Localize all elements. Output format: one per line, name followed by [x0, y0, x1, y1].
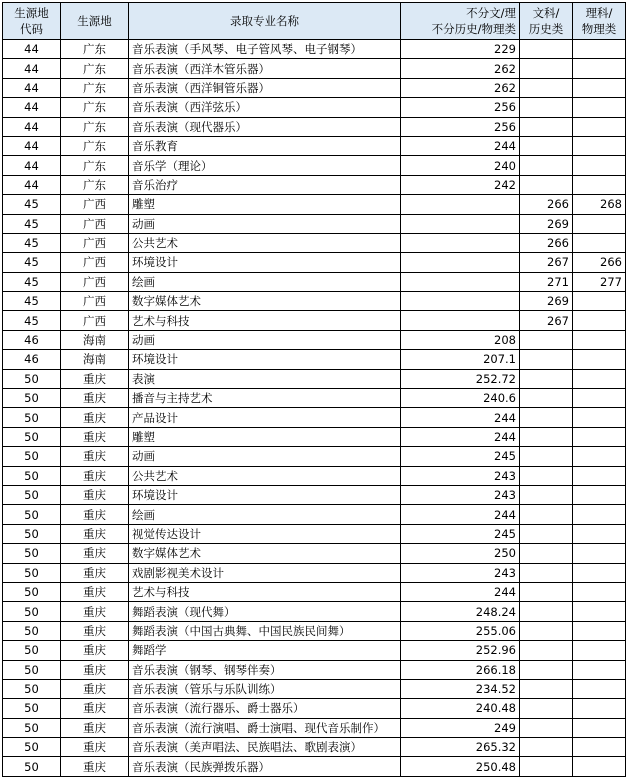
table-row [3, 40, 626, 59]
cell-science-score [573, 59, 626, 78]
cell-origin-code: 50 [3, 582, 61, 601]
cell-origin-place: 广西 [61, 292, 129, 311]
cell-origin-code: 50 [3, 718, 61, 737]
cell-major-name: 音乐表演（现代器乐） [129, 117, 401, 136]
cell-major-name: 环境设计 [129, 350, 401, 369]
cell-no-split-score [401, 195, 520, 214]
table-row [3, 505, 626, 524]
cell-science-score [573, 582, 626, 601]
cell-no-split-score: 266.18 [401, 660, 520, 679]
cell-arts-score [520, 350, 573, 369]
cell-arts-score [520, 117, 573, 136]
cell-no-split-score: 240.6 [401, 389, 520, 408]
table-row [3, 621, 626, 640]
cell-major-name: 绘画 [129, 272, 401, 291]
cell-arts-score [520, 718, 573, 737]
cell-origin-code: 46 [3, 330, 61, 349]
cell-no-split-score [401, 214, 520, 233]
cell-origin-place: 广东 [61, 78, 129, 97]
cell-origin-place: 重庆 [61, 641, 129, 660]
cell-major-name: 音乐教育 [129, 136, 401, 155]
cell-arts-score [520, 78, 573, 97]
cell-arts-score [520, 505, 573, 524]
cell-arts-score [520, 660, 573, 679]
cell-science-score [573, 40, 626, 59]
admission-scores-table-container [2, 2, 626, 777]
cell-science-score [573, 136, 626, 155]
cell-major-name: 音乐表演（西洋铜管乐器） [129, 78, 401, 97]
cell-major-name: 环境设计 [129, 253, 401, 272]
cell-no-split-score: 240 [401, 156, 520, 175]
cell-major-name: 环境设计 [129, 485, 401, 504]
cell-science-score: 266 [573, 253, 626, 272]
cell-origin-place: 重庆 [61, 718, 129, 737]
cell-arts-score [520, 466, 573, 485]
cell-arts-score [520, 679, 573, 698]
table-header [3, 3, 626, 40]
cell-arts-score: 271 [520, 272, 573, 291]
header-major-name-label: 录取专业名称 [230, 14, 299, 28]
cell-arts-score [520, 330, 573, 349]
cell-no-split-score: 242 [401, 175, 520, 194]
cell-no-split-score: 243 [401, 485, 520, 504]
table-row [3, 466, 626, 485]
header-origin-code [3, 3, 61, 40]
cell-origin-code: 50 [3, 602, 61, 621]
cell-origin-code: 50 [3, 447, 61, 466]
cell-major-name: 音乐表演（管乐与乐队训练） [129, 679, 401, 698]
cell-major-name: 艺术与科技 [129, 582, 401, 601]
cell-origin-place: 广西 [61, 272, 129, 291]
cell-major-name: 公共艺术 [129, 233, 401, 252]
cell-arts-score [520, 524, 573, 543]
table-row [3, 272, 626, 291]
cell-arts-score: 269 [520, 292, 573, 311]
cell-major-name: 动画 [129, 330, 401, 349]
cell-science-score [573, 175, 626, 194]
cell-no-split-score: 252.96 [401, 641, 520, 660]
cell-science-score [573, 505, 626, 524]
cell-arts-score: 266 [520, 195, 573, 214]
cell-origin-code: 50 [3, 369, 61, 388]
header-science-score [573, 3, 626, 40]
cell-arts-score [520, 427, 573, 446]
table-row [3, 408, 626, 427]
cell-major-name: 雕塑 [129, 427, 401, 446]
cell-major-name: 绘画 [129, 505, 401, 524]
cell-science-score: 277 [573, 272, 626, 291]
cell-no-split-score: 262 [401, 59, 520, 78]
cell-origin-code: 45 [3, 214, 61, 233]
cell-no-split-score: 265.32 [401, 738, 520, 757]
header-major-name [129, 3, 401, 40]
cell-major-name: 音乐学（理论） [129, 156, 401, 175]
header-arts-score [520, 3, 573, 40]
header-origin-place-label: 生源地 [77, 14, 112, 28]
table-row [3, 59, 626, 78]
cell-arts-score [520, 641, 573, 660]
cell-arts-score: 269 [520, 214, 573, 233]
cell-no-split-score: 248.24 [401, 602, 520, 621]
cell-no-split-score: 262 [401, 78, 520, 97]
cell-origin-code: 50 [3, 544, 61, 563]
cell-origin-code: 50 [3, 699, 61, 718]
cell-major-name: 艺术与科技 [129, 311, 401, 330]
cell-origin-code: 50 [3, 524, 61, 543]
cell-science-score [573, 156, 626, 175]
cell-major-name: 数字媒体艺术 [129, 292, 401, 311]
table-row [3, 679, 626, 698]
table-row [3, 563, 626, 582]
cell-origin-place: 海南 [61, 330, 129, 349]
cell-origin-code: 50 [3, 621, 61, 640]
table-row [3, 544, 626, 563]
header-origin-code-line2: 代码 [20, 22, 43, 36]
cell-origin-code: 50 [3, 466, 61, 485]
cell-science-score [573, 602, 626, 621]
table-row [3, 738, 626, 757]
cell-science-score [573, 330, 626, 349]
table-row [3, 136, 626, 155]
cell-origin-place: 重庆 [61, 563, 129, 582]
cell-no-split-score: 240.48 [401, 699, 520, 718]
cell-major-name: 产品设计 [129, 408, 401, 427]
header-arts-line1: 文科/ [532, 6, 560, 20]
cell-science-score [573, 485, 626, 504]
table-row [3, 117, 626, 136]
cell-origin-place: 广东 [61, 59, 129, 78]
cell-origin-code: 50 [3, 738, 61, 757]
cell-major-name: 数字媒体艺术 [129, 544, 401, 563]
table-row [3, 233, 626, 252]
table-row [3, 98, 626, 117]
cell-no-split-score: 245 [401, 447, 520, 466]
cell-origin-code: 44 [3, 40, 61, 59]
cell-no-split-score: 256 [401, 117, 520, 136]
cell-origin-code: 50 [3, 505, 61, 524]
cell-origin-place: 重庆 [61, 757, 129, 776]
cell-origin-place: 重庆 [61, 389, 129, 408]
cell-origin-code: 44 [3, 175, 61, 194]
cell-origin-place: 广东 [61, 40, 129, 59]
cell-major-name: 舞蹈表演（中国古典舞、中国民族民间舞） [129, 621, 401, 640]
cell-origin-code: 50 [3, 485, 61, 504]
table-row [3, 389, 626, 408]
cell-origin-place: 重庆 [61, 602, 129, 621]
cell-origin-place: 广西 [61, 253, 129, 272]
cell-origin-code: 45 [3, 272, 61, 291]
cell-major-name: 音乐治疗 [129, 175, 401, 194]
cell-science-score [573, 369, 626, 388]
cell-arts-score [520, 40, 573, 59]
cell-arts-score [520, 369, 573, 388]
cell-origin-code: 50 [3, 427, 61, 446]
cell-origin-code: 50 [3, 389, 61, 408]
cell-science-score [573, 466, 626, 485]
cell-arts-score: 267 [520, 253, 573, 272]
cell-science-score [573, 660, 626, 679]
cell-origin-place: 广西 [61, 214, 129, 233]
cell-arts-score [520, 447, 573, 466]
table-row [3, 699, 626, 718]
cell-origin-code: 45 [3, 311, 61, 330]
cell-major-name: 音乐表演（钢琴、钢琴伴奏） [129, 660, 401, 679]
cell-origin-place: 重庆 [61, 660, 129, 679]
cell-no-split-score: 250 [401, 544, 520, 563]
cell-major-name: 音乐表演（西洋木管乐器） [129, 59, 401, 78]
cell-origin-place: 广西 [61, 233, 129, 252]
header-no-split-line1: 不分文/理 [466, 6, 516, 20]
cell-no-split-score: 249 [401, 718, 520, 737]
table-body [3, 40, 626, 777]
cell-origin-place: 重庆 [61, 427, 129, 446]
cell-major-name: 舞蹈学 [129, 641, 401, 660]
cell-arts-score [520, 738, 573, 757]
cell-no-split-score: 234.52 [401, 679, 520, 698]
table-row [3, 195, 626, 214]
cell-major-name: 音乐表演（流行器乐、爵士器乐） [129, 699, 401, 718]
cell-no-split-score: 252.72 [401, 369, 520, 388]
cell-origin-place: 广西 [61, 311, 129, 330]
cell-science-score [573, 350, 626, 369]
cell-origin-place: 重庆 [61, 544, 129, 563]
cell-major-name: 视觉传达设计 [129, 524, 401, 543]
cell-arts-score [520, 136, 573, 155]
cell-major-name: 舞蹈表演（现代舞） [129, 602, 401, 621]
cell-science-score [573, 544, 626, 563]
header-origin-place [61, 3, 129, 40]
cell-science-score [573, 292, 626, 311]
cell-origin-code: 44 [3, 156, 61, 175]
table-row [3, 757, 626, 776]
table-row [3, 156, 626, 175]
cell-no-split-score: 244 [401, 408, 520, 427]
cell-origin-place: 广西 [61, 195, 129, 214]
cell-major-name: 音乐表演（西洋弦乐） [129, 98, 401, 117]
header-origin-code-line1: 生源地 [14, 6, 49, 20]
cell-science-score [573, 524, 626, 543]
header-arts-line2: 历史类 [528, 22, 564, 36]
table-row [3, 602, 626, 621]
cell-science-score [573, 563, 626, 582]
cell-origin-place: 重庆 [61, 447, 129, 466]
cell-arts-score: 267 [520, 311, 573, 330]
cell-origin-place: 广东 [61, 136, 129, 155]
table-row [3, 214, 626, 233]
cell-major-name: 戏剧影视美术设计 [129, 563, 401, 582]
cell-origin-place: 重庆 [61, 582, 129, 601]
cell-origin-code: 44 [3, 98, 61, 117]
cell-major-name: 音乐表演（民族弹拨乐器） [129, 757, 401, 776]
cell-origin-place: 重庆 [61, 524, 129, 543]
cell-no-split-score: 243 [401, 563, 520, 582]
cell-no-split-score: 245 [401, 524, 520, 543]
cell-science-score [573, 311, 626, 330]
header-science-line2: 物理类 [581, 22, 617, 36]
cell-origin-place: 广东 [61, 98, 129, 117]
cell-major-name: 动画 [129, 447, 401, 466]
cell-science-score [573, 718, 626, 737]
cell-science-score [573, 738, 626, 757]
cell-origin-place: 重庆 [61, 505, 129, 524]
cell-science-score [573, 757, 626, 776]
cell-major-name: 音乐表演（流行演唱、爵士演唱、现代音乐制作） [129, 718, 401, 737]
cell-no-split-score: 255.06 [401, 621, 520, 640]
cell-no-split-score [401, 233, 520, 252]
cell-no-split-score: 244 [401, 136, 520, 155]
cell-arts-score [520, 175, 573, 194]
cell-origin-place: 重庆 [61, 369, 129, 388]
cell-no-split-score: 243 [401, 466, 520, 485]
cell-arts-score [520, 59, 573, 78]
cell-major-name: 公共艺术 [129, 466, 401, 485]
cell-science-score [573, 214, 626, 233]
cell-no-split-score: 244 [401, 582, 520, 601]
cell-science-score [573, 427, 626, 446]
cell-origin-code: 45 [3, 195, 61, 214]
header-no-split-line2: 不分历史/物理类 [431, 22, 516, 36]
table-row [3, 485, 626, 504]
cell-origin-place: 广东 [61, 175, 129, 194]
table-row [3, 350, 626, 369]
cell-no-split-score: 244 [401, 505, 520, 524]
cell-science-score [573, 98, 626, 117]
cell-science-score [573, 117, 626, 136]
cell-arts-score [520, 408, 573, 427]
table-row [3, 582, 626, 601]
cell-major-name: 播音与主持艺术 [129, 389, 401, 408]
header-row [3, 3, 626, 40]
cell-origin-place: 重庆 [61, 621, 129, 640]
cell-arts-score: 266 [520, 233, 573, 252]
table-row [3, 330, 626, 349]
cell-origin-code: 46 [3, 350, 61, 369]
cell-no-split-score [401, 311, 520, 330]
cell-arts-score [520, 485, 573, 504]
table-row [3, 447, 626, 466]
cell-origin-place: 广东 [61, 117, 129, 136]
table-row [3, 718, 626, 737]
cell-origin-code: 50 [3, 679, 61, 698]
cell-major-name: 音乐表演（手风琴、电子管风琴、电子钢琴） [129, 40, 401, 59]
cell-origin-code: 45 [3, 233, 61, 252]
cell-origin-code: 44 [3, 78, 61, 97]
header-science-line1: 理科/ [585, 6, 613, 20]
cell-origin-place: 广东 [61, 156, 129, 175]
table-row [3, 292, 626, 311]
cell-arts-score [520, 757, 573, 776]
cell-arts-score [520, 156, 573, 175]
cell-science-score [573, 408, 626, 427]
cell-origin-code: 44 [3, 117, 61, 136]
cell-arts-score [520, 602, 573, 621]
cell-science-score [573, 78, 626, 97]
cell-no-split-score [401, 272, 520, 291]
cell-origin-code: 50 [3, 563, 61, 582]
cell-major-name: 表演 [129, 369, 401, 388]
cell-origin-place: 重庆 [61, 466, 129, 485]
cell-origin-code: 44 [3, 59, 61, 78]
table-row [3, 524, 626, 543]
cell-arts-score [520, 621, 573, 640]
admission-scores-table [2, 2, 626, 777]
cell-origin-place: 重庆 [61, 699, 129, 718]
cell-origin-code: 50 [3, 660, 61, 679]
cell-origin-code: 45 [3, 292, 61, 311]
cell-no-split-score [401, 292, 520, 311]
cell-science-score: 268 [573, 195, 626, 214]
cell-arts-score [520, 582, 573, 601]
cell-science-score [573, 621, 626, 640]
table-row [3, 427, 626, 446]
cell-major-name: 雕塑 [129, 195, 401, 214]
cell-origin-code: 44 [3, 136, 61, 155]
cell-no-split-score: 208 [401, 330, 520, 349]
table-row [3, 253, 626, 272]
cell-arts-score [520, 563, 573, 582]
header-no-split-score [401, 3, 520, 40]
cell-arts-score [520, 389, 573, 408]
cell-no-split-score: 250.48 [401, 757, 520, 776]
cell-major-name: 音乐表演（美声唱法、民族唱法、歌剧表演） [129, 738, 401, 757]
cell-origin-code: 50 [3, 757, 61, 776]
cell-science-score [573, 679, 626, 698]
table-row [3, 175, 626, 194]
cell-no-split-score: 256 [401, 98, 520, 117]
cell-origin-place: 重庆 [61, 679, 129, 698]
cell-science-score [573, 641, 626, 660]
cell-arts-score [520, 544, 573, 563]
cell-origin-place: 海南 [61, 350, 129, 369]
table-row [3, 660, 626, 679]
cell-origin-place: 重庆 [61, 485, 129, 504]
cell-science-score [573, 389, 626, 408]
table-row [3, 369, 626, 388]
cell-no-split-score: 229 [401, 40, 520, 59]
cell-no-split-score: 244 [401, 427, 520, 446]
cell-arts-score [520, 699, 573, 718]
table-row [3, 78, 626, 97]
cell-origin-place: 重庆 [61, 738, 129, 757]
cell-science-score [573, 699, 626, 718]
cell-no-split-score: 207.1 [401, 350, 520, 369]
cell-major-name: 动画 [129, 214, 401, 233]
cell-origin-place: 重庆 [61, 408, 129, 427]
cell-origin-code: 50 [3, 641, 61, 660]
cell-no-split-score [401, 253, 520, 272]
cell-science-score [573, 233, 626, 252]
cell-science-score [573, 447, 626, 466]
table-row [3, 311, 626, 330]
table-row [3, 641, 626, 660]
cell-arts-score [520, 98, 573, 117]
cell-origin-code: 45 [3, 253, 61, 272]
cell-origin-code: 50 [3, 408, 61, 427]
